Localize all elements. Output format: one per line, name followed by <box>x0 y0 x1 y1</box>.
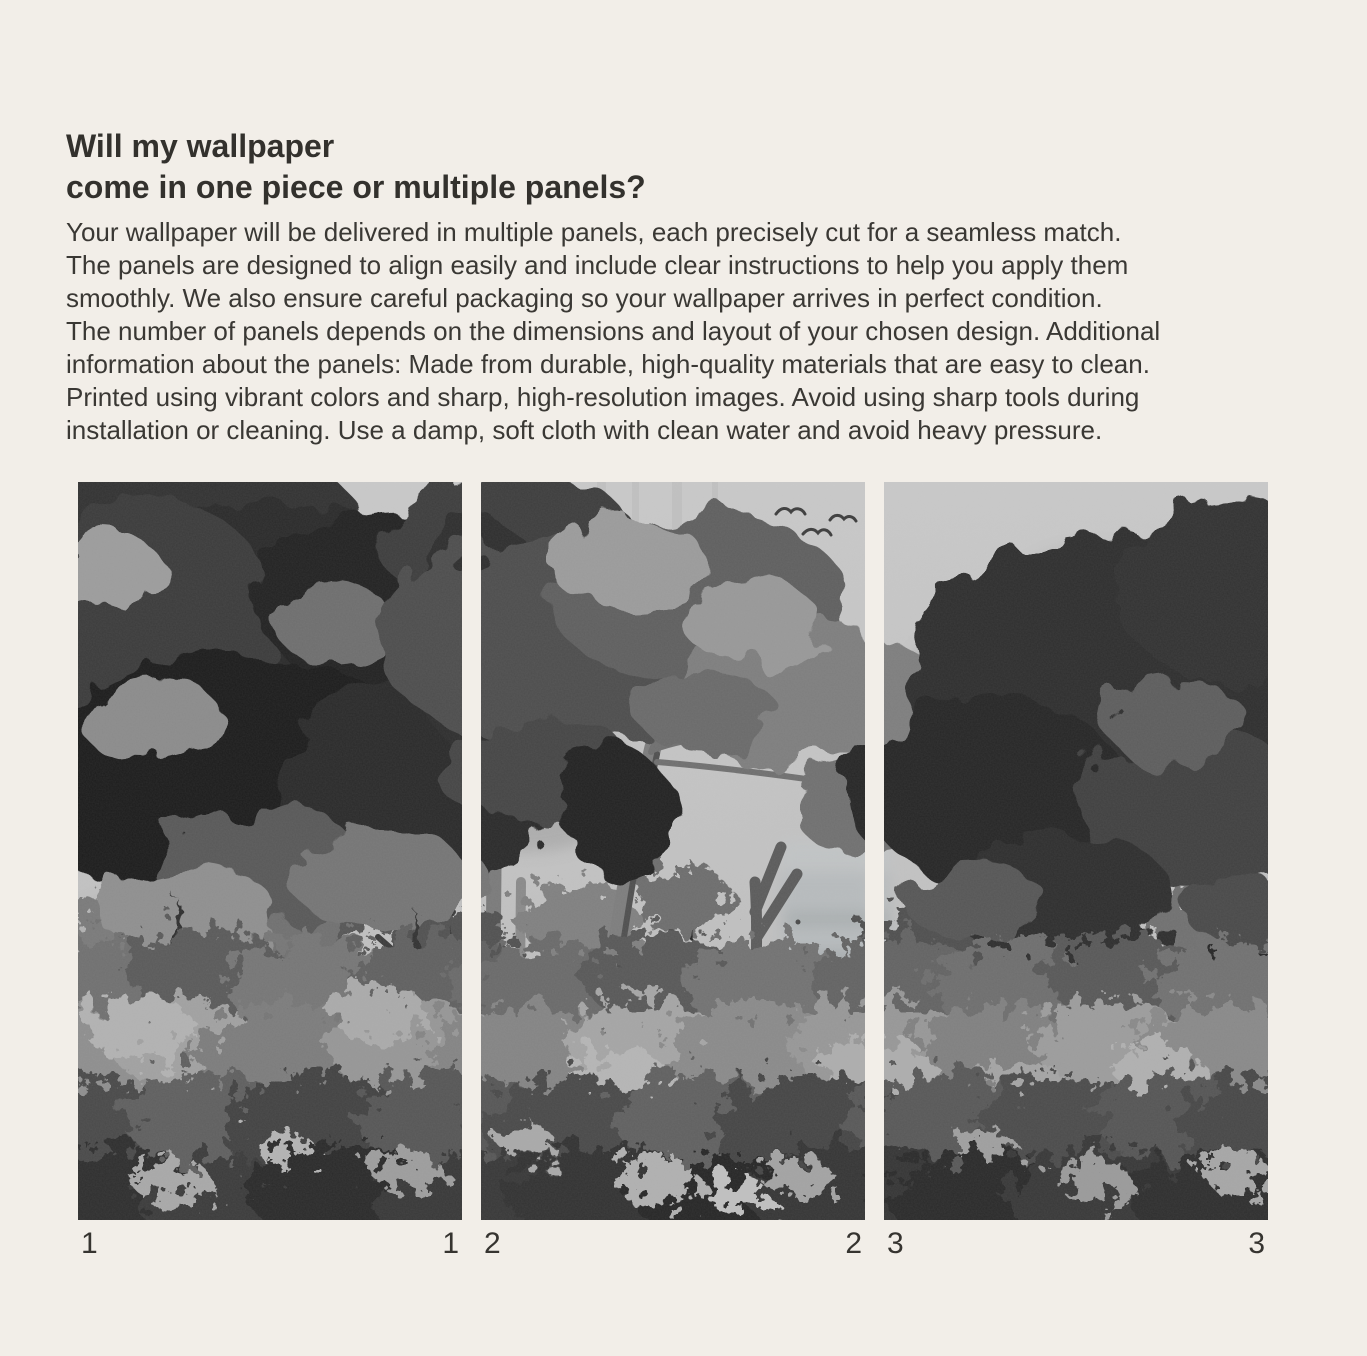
panel-number-left: 1 <box>81 1227 98 1260</box>
page-title <box>66 126 1316 208</box>
panel-number-right: 3 <box>1248 1227 1265 1260</box>
body-line: information about the panels: Made from durable, high-quality materials that are easy to clean. <box>66 349 1150 379</box>
wallpaper-panel-1 <box>78 482 462 1260</box>
body-line: smoothly. We also ensure careful packaging so your wallpaper arrives in perfect condition. <box>66 283 1103 313</box>
panel-number-left: 2 <box>484 1227 501 1260</box>
body-line: The number of panels depends on the dimensions and layout of your chosen design. Additional <box>66 316 1161 346</box>
body-line: installation or cleaning. Use a damp, soft cloth with clean water and avoid heavy pressure. <box>66 415 1103 445</box>
body-line: Printed using vibrant colors and sharp, high-resolution images. Avoid using sharp tools during <box>66 382 1140 412</box>
body-line: Your wallpaper will be delivered in multiple panels, each precisely cut for a seamless match. <box>66 217 1122 247</box>
wallpaper-panel-3 <box>884 482 1268 1260</box>
page-title-line-1: Will my wallpaper <box>66 128 335 164</box>
panel-1-numbers <box>78 1227 462 1260</box>
panel-2-numbers <box>481 1227 865 1260</box>
page-title-line-2: come in one piece or multiple panels? <box>66 169 646 205</box>
panel-number-right: 2 <box>845 1227 862 1260</box>
faq-body-text <box>66 216 1316 447</box>
body-line: The panels are designed to align easily and include clear instructions to help you apply them <box>66 250 1129 280</box>
wallpaper-panel-2 <box>481 482 865 1260</box>
forest-mural-image-2 <box>481 482 865 1220</box>
panel-number-left: 3 <box>887 1227 904 1260</box>
wallpaper-panels <box>78 482 1268 1260</box>
forest-mural-image-3 <box>884 482 1268 1220</box>
panel-3-numbers <box>884 1227 1268 1260</box>
forest-mural-image-1 <box>78 482 462 1220</box>
faq-text-block <box>66 126 1316 447</box>
panel-number-right: 1 <box>442 1227 459 1260</box>
